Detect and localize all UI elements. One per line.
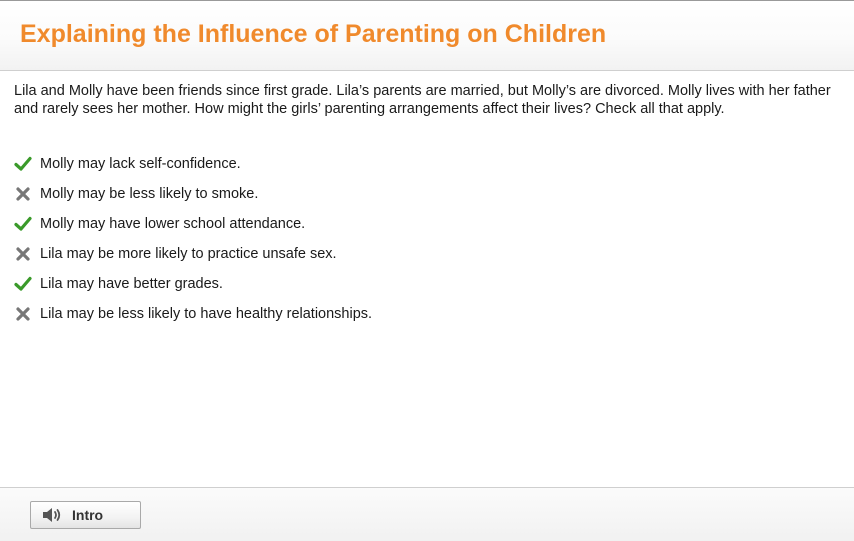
check-icon (14, 215, 32, 233)
answer-option-label: Lila may be less likely to have healthy relationships. (40, 306, 373, 322)
answer-option[interactable] (14, 149, 372, 179)
answer-option-label: Lila may have better grades. (40, 276, 223, 292)
check-icon (14, 275, 32, 293)
page-title: Explaining the Influence of Parenting on Children (20, 20, 607, 48)
answer-option-label: Molly may have lower school attendance. (40, 216, 306, 232)
answer-option[interactable] (14, 209, 372, 239)
answer-options (14, 149, 372, 329)
answer-option[interactable] (14, 179, 372, 209)
answer-option-label: Lila may be more likely to practice unsafe sex. (40, 246, 337, 262)
x-icon (14, 245, 32, 263)
intro-button-label: Intro (72, 507, 104, 523)
x-icon (14, 185, 32, 203)
check-icon (14, 155, 32, 173)
answer-option-label: Molly may lack self-confidence. (40, 156, 241, 172)
header-bar (0, 1, 854, 71)
speaker-icon (41, 506, 63, 524)
intro-button[interactable] (30, 501, 141, 529)
question-prompt: Lila and Molly have been friends since first grade. Lila’s parents are married, but Molly’s are divorced. Molly lives with her father and rarely sees her mother. How might the girls’ parenting arrangements affect their lives? Check all that apply. (14, 83, 831, 117)
answer-option-label: Molly may be less likely to smoke. (40, 186, 259, 202)
answer-option[interactable] (14, 299, 372, 329)
answer-option[interactable] (14, 269, 372, 299)
x-icon (14, 305, 32, 323)
answer-option[interactable] (14, 239, 372, 269)
footer-bar (0, 487, 854, 541)
